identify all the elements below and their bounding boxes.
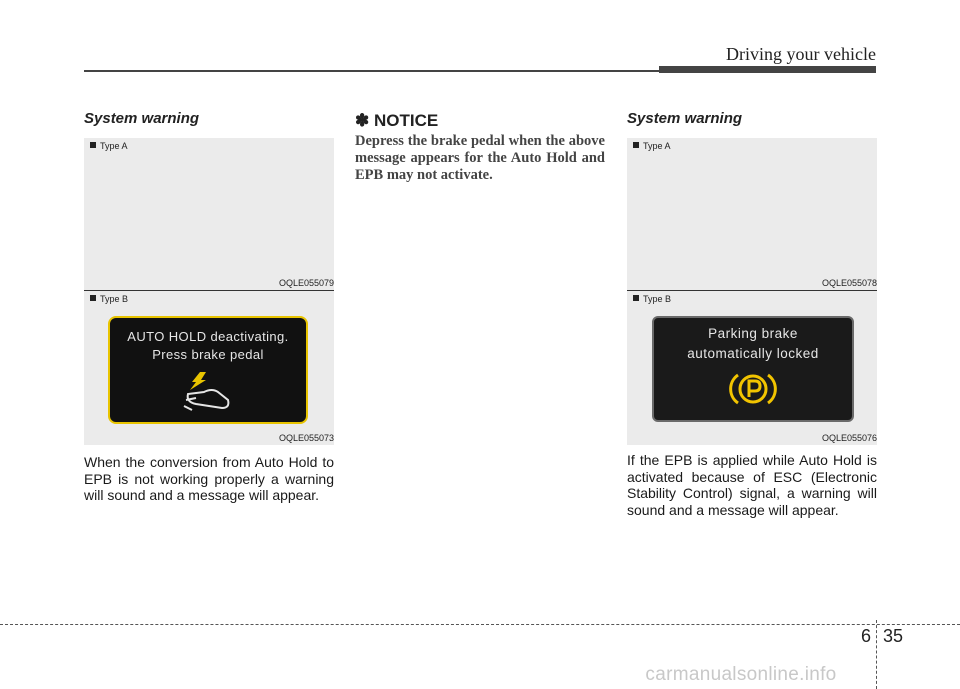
page-number: 35 [883, 626, 904, 646]
cluster-display [652, 316, 854, 422]
chapter-number: 6 [860, 626, 871, 646]
bullet-square-icon [633, 142, 639, 148]
left-figure-type-b [84, 291, 334, 445]
left-paragraph: When the conversion from Auto Hold to EPB is not working properly a warning will sound and a message will appear. [84, 454, 334, 503]
right-figure-type-b [627, 291, 877, 445]
notice-text: Depress the brake pedal when the above message appears for the Auto Hold and EPB may not activate. [355, 133, 605, 183]
figure-code: OQLE055073 [278, 433, 334, 443]
footer-rule [0, 624, 960, 625]
section-title: Driving your vehicle [726, 44, 876, 64]
figure-code: OQLE055078 [821, 278, 877, 288]
foot-on-brake-pedal-icon [182, 370, 238, 412]
left-figure-type-a [84, 138, 334, 290]
watermark: carmanualsonline.info [645, 664, 837, 685]
figure-code: OQLE055079 [278, 278, 334, 288]
right-figure-type-a [627, 138, 877, 290]
type-label: Type B [633, 294, 671, 304]
type-label: Type B [90, 294, 128, 304]
header-bar [659, 66, 876, 73]
type-label: Type A [633, 141, 671, 151]
cluster-display [108, 316, 308, 424]
figure-code: OQLE055076 [821, 433, 877, 443]
type-label: Type A [90, 141, 128, 151]
left-heading: System warning [84, 110, 200, 127]
header-rule [84, 70, 659, 72]
display-message: AUTO HOLD deactivating. Press brake pedal [127, 329, 289, 362]
notice-title: ✽ NOTICE [355, 111, 439, 130]
display-message: Parking brake automatically locked [687, 326, 819, 361]
right-paragraph: If the EPB is applied while Auto Hold is activated because of ESC (Electronic Stability Control) signal, a warning will sound and a message will appear. [627, 452, 877, 518]
parking-brake-icon [729, 370, 777, 408]
bullet-square-icon [633, 295, 639, 301]
bullet-square-icon [90, 142, 96, 148]
bullet-square-icon [90, 295, 96, 301]
right-heading: System warning [627, 110, 743, 127]
